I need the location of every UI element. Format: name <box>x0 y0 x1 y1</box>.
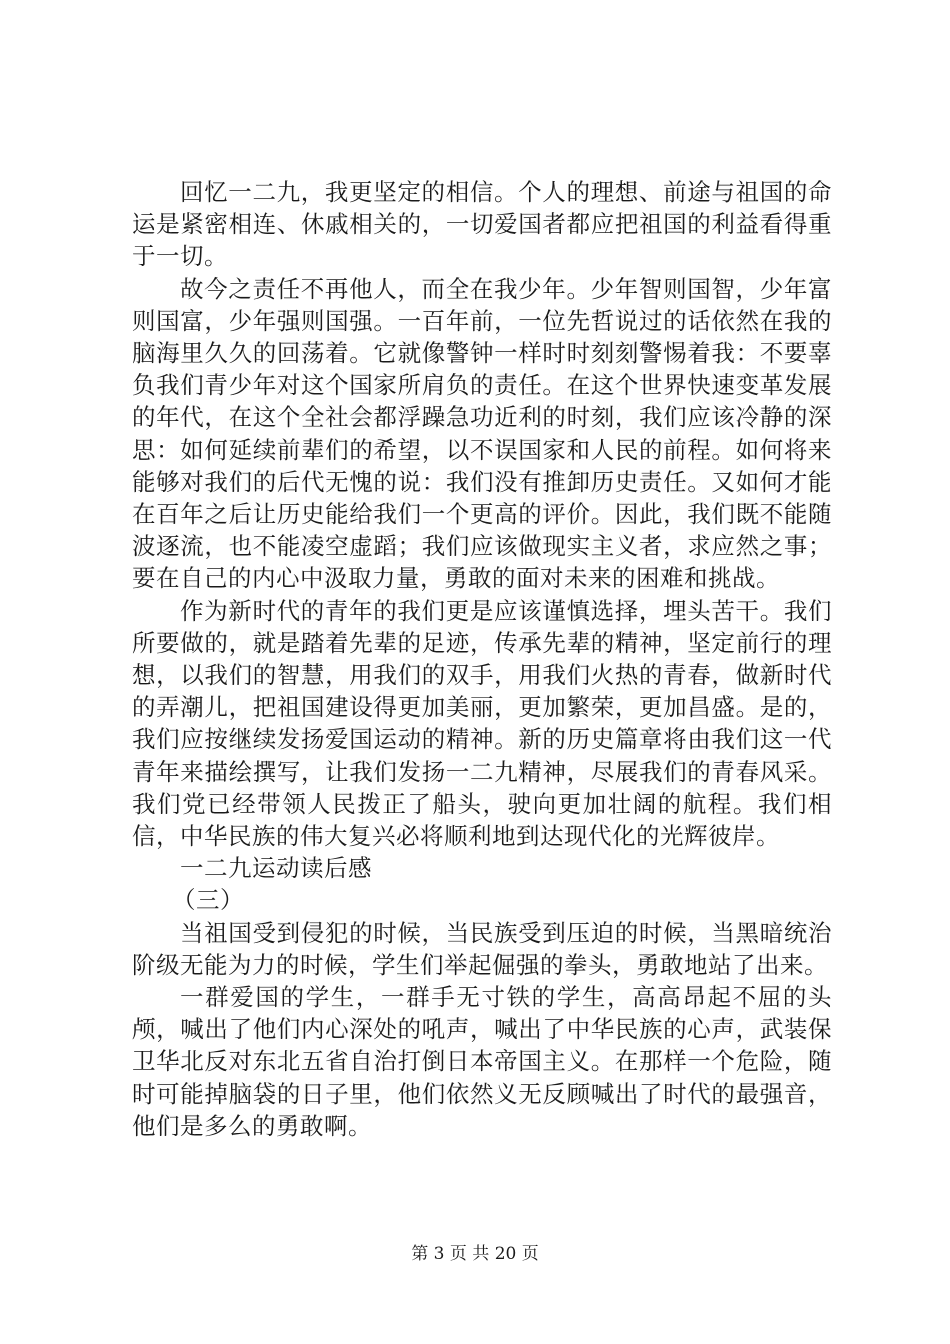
section-number: （三） <box>172 886 244 915</box>
paragraph-2: 故今之责任不再他人，而全在我少年。少年智则国智，少年富则国富，少年强则国强。一百年前，一位先哲说过的话依然在我的脑海里久久的回荡着。它就像警钟一样时时刻刻警惕着我：不要辜负我们青少年对这个国家所肩负的责任。在这个世界快速变革发展的年代，在这个全社会都浮躁急功近利的时刻，我们应该冷静的深思：如何延续前辈们的希望，以不误国家和人民的前程。如何将来能够对我们的后代无愧的说：我们没有推卸历史责任。又如何才能在百年之后让历史能给我们一个更高的评价。因此，我们既不能随波逐流，也不能凌空虚蹈；我们应该做现实主义者，求应然之事；要在自己的内心中汲取力量，勇敢的面对未来的困难和挑战。 <box>132 274 832 593</box>
paragraph-5: 一群爱国的学生，一群手无寸铁的学生，高高昂起不屈的头颅，喊出了他们内心深处的吼声，喊出了中华民族的心声，武装保卫华北反对东北五省自治打倒日本帝国主义。在那样一个危险，随时可能掉脑袋的日子里，他们依然义无反顾喊出了时代的最强音，他们是多么的勇敢啊。 <box>132 983 832 1140</box>
page-footer: 第 3 页 共 20 页 <box>411 1244 539 1264</box>
document-body <box>132 176 832 1142</box>
section-title: 一二九运动读后感 <box>180 854 372 883</box>
paragraph-3: 作为新时代的青年的我们更是应该谨慎选择，埋头苦干。我们所要做的，就是踏着先辈的足迹，传承先辈的精神，坚定前行的理想，以我们的智慧，用我们的双手，用我们火热的青春，做新时代的弄潮儿，把祖国建设得更加美丽，更加繁荣，更加昌盛。是的，我们应按继续发扬爱国运动的精神。新的历史篇章将由我们这一代青年来描绘撰写，让我们发扬一二九精神，尽展我们的青春风采。我们党已经带领人民拨正了船头，驶向更加壮阔的航程。我们相信，中华民族的伟大复兴必将顺利地到达现代化的光辉彼岸。 <box>132 596 832 851</box>
paragraph-4: 当祖国受到侵犯的时候，当民族受到压迫的时候，当黑暗统治阶级无能为力的时候，学生们举起倔强的拳头，勇敢地站了出来。 <box>132 918 832 979</box>
paragraph-1: 回忆一二九，我更坚定的相信。个人的理想、前途与祖国的命运是紧密相连、休戚相关的，一切爱国者都应把祖国的利益看得重于一切。 <box>132 178 832 271</box>
